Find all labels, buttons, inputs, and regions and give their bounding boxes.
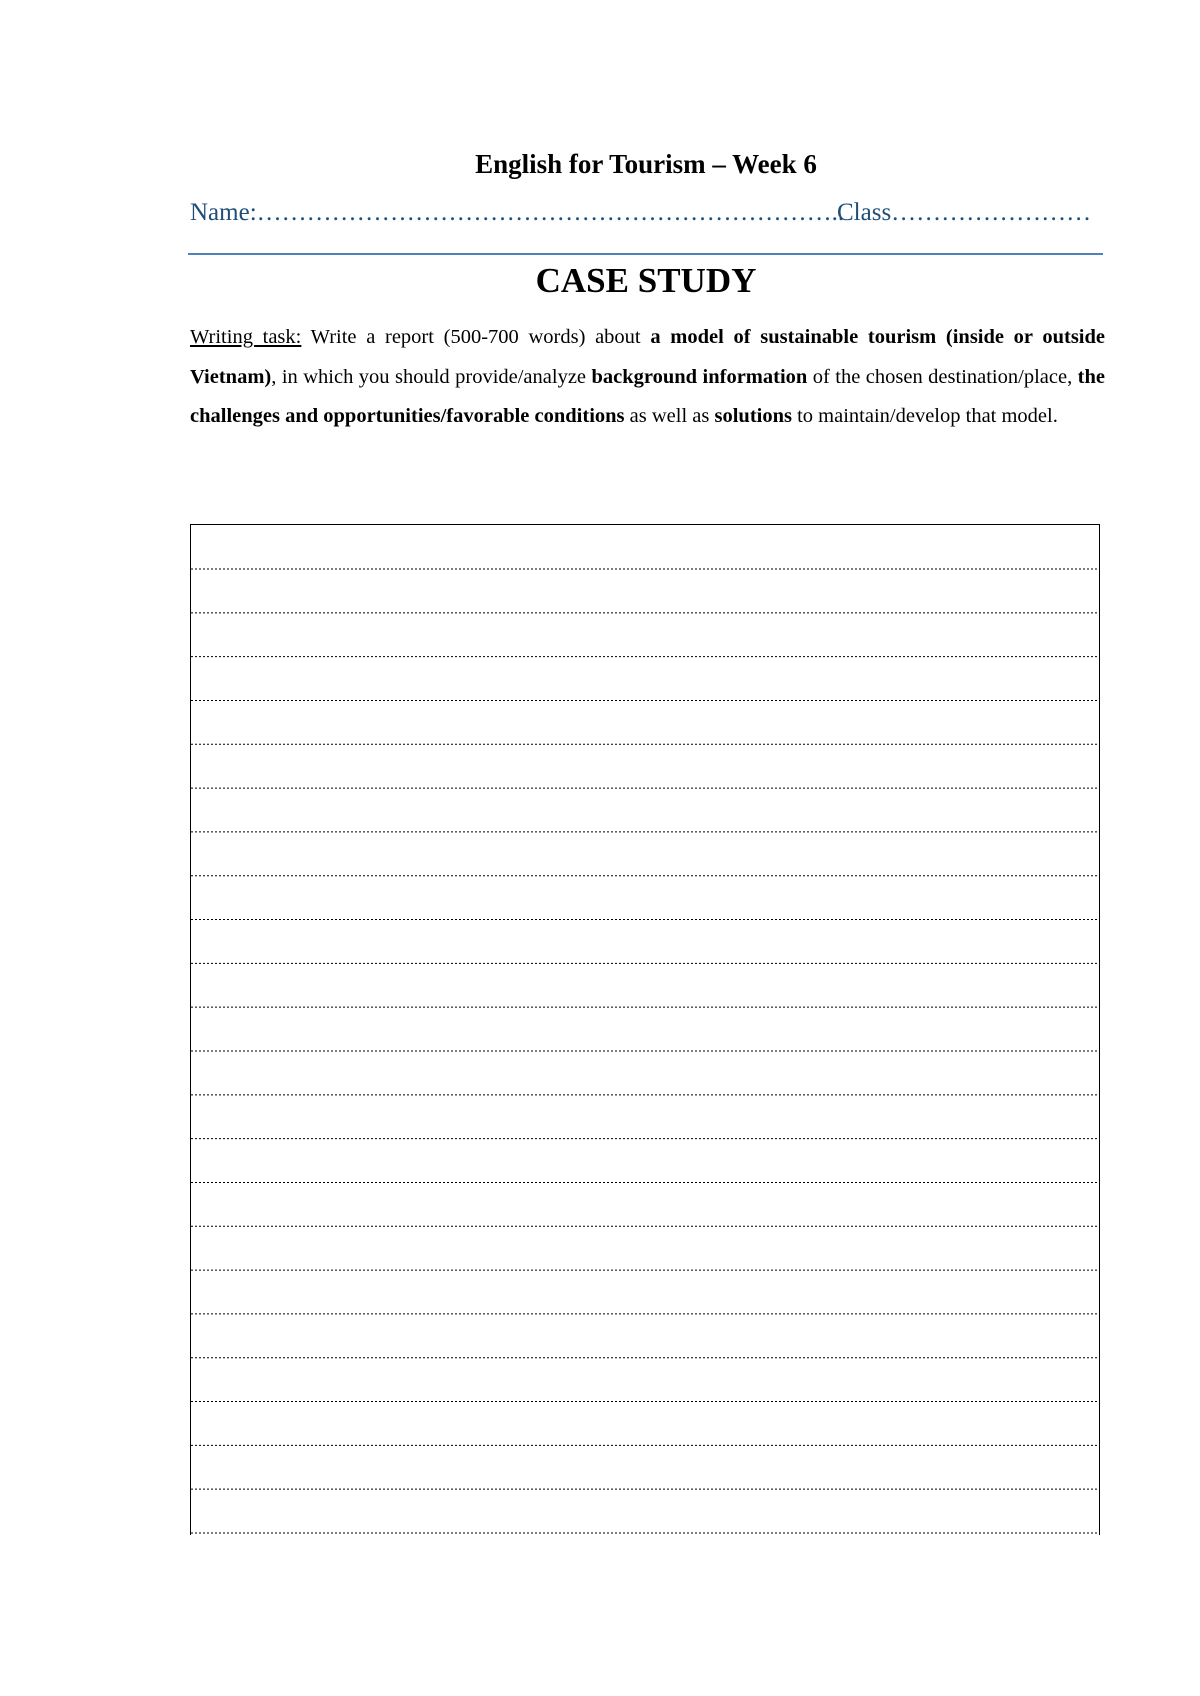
header-divider (188, 253, 1103, 255)
task-text: , in which you should provide/analyze (271, 365, 592, 388)
task-bold-challenges: the challenges and opportunities/favorable conditions (190, 365, 1105, 427)
worksheet-title: English for Tourism – Week 6 (475, 149, 817, 179)
task-text: to maintain/develop that model. (791, 405, 1058, 427)
task-text: of the chosen destination/place, (807, 365, 1078, 388)
answer-lines (191, 525, 1099, 1535)
task-bold-background: background information (591, 365, 808, 388)
task-bold-topic: a model of sustainable tourism (inside or outside Vietnam) (190, 326, 1105, 388)
task-bold-solutions: solutions (714, 405, 792, 427)
name-field[interactable]: Name:…………………………………………………………….. (190, 199, 845, 226)
writing-task-label: Writing task: (190, 326, 302, 348)
task-text: Write a report (500-700 words) about (301, 326, 651, 348)
task-text: as well as (624, 405, 715, 427)
case-study-heading: CASE STUDY (535, 261, 757, 300)
answer-box[interactable] (190, 524, 1100, 1535)
writing-task-instructions (190, 318, 1105, 437)
name-class-row (190, 196, 1110, 230)
class-field[interactable]: Class…………………… (837, 199, 1092, 226)
